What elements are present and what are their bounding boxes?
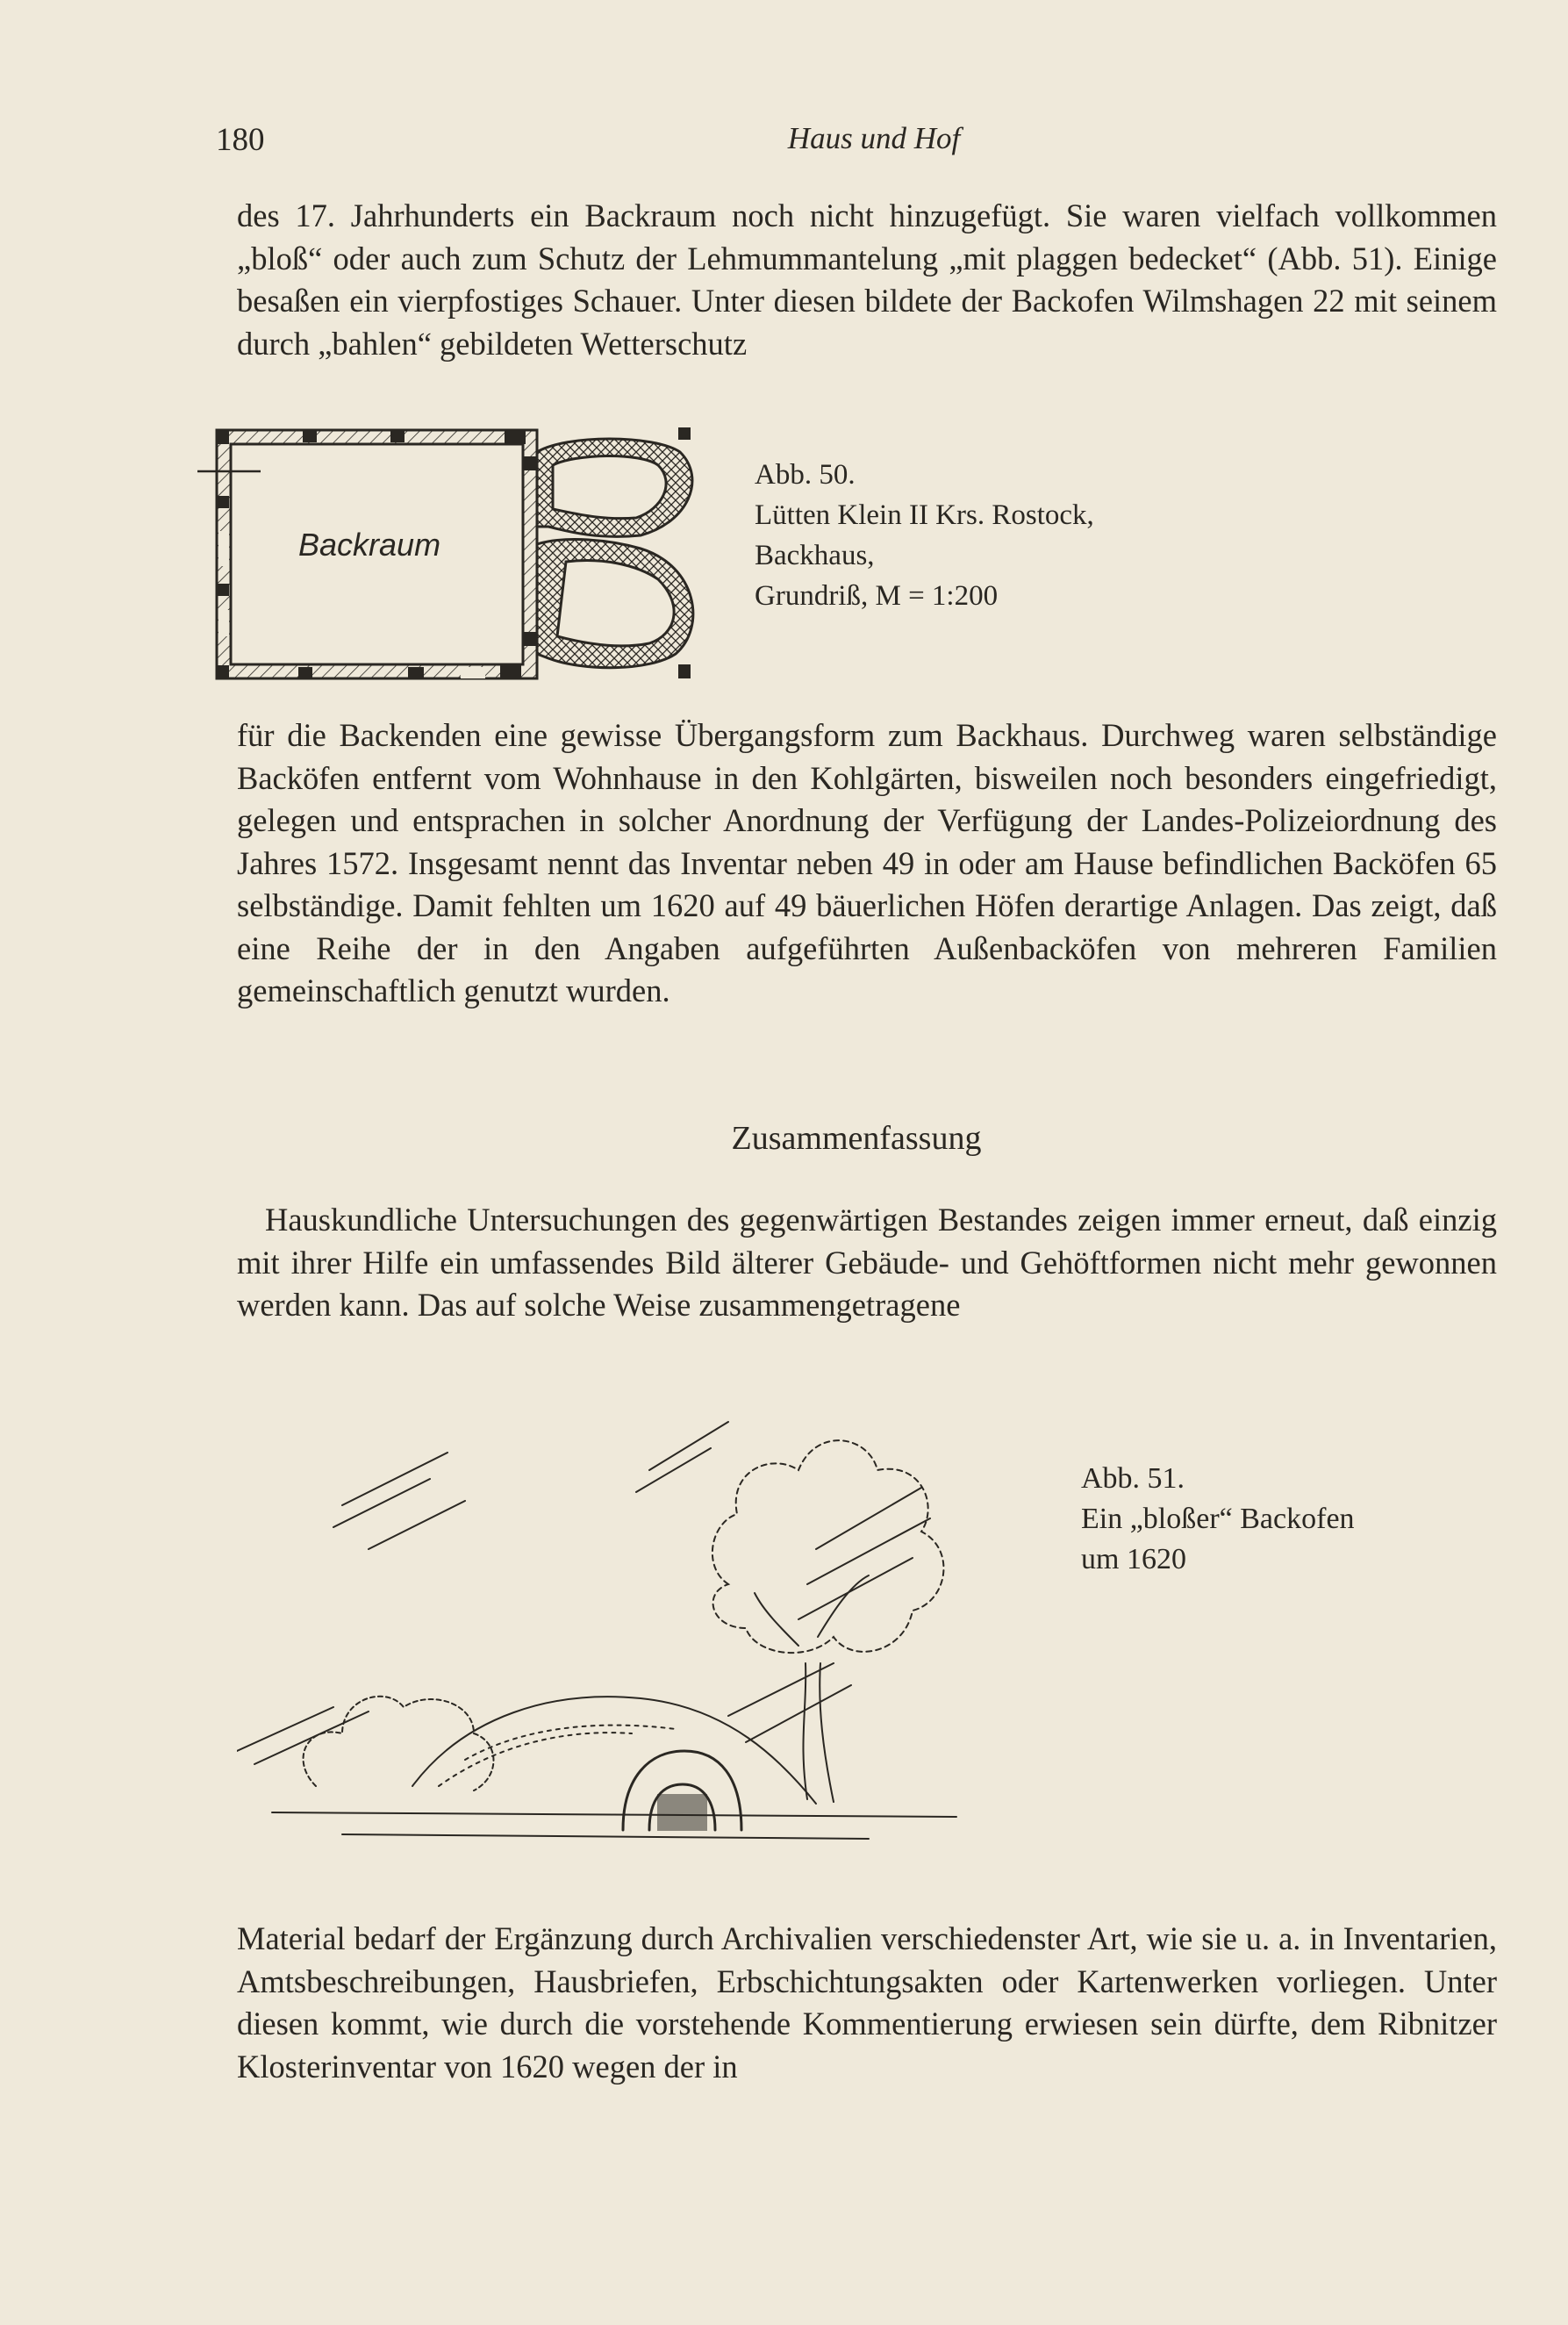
caption-51-line-3: um 1620 xyxy=(1081,1543,1186,1575)
paragraph-2: für die Backenden eine gewisse Übergangsform zum Backhaus. Durchweg waren selbständige Backöfen entfernt vom Wohnhause in den Kohlgärten, bisweilen noch besonders eingefriedigt, gelegen und entsprachen in solcher Anordnung der Verfügung der Landes-Polizeiordnung des Jahres 1572. Insgesamt nennt das Inventar neben 49 in oder am Hause befindlichen Backöfen 65 selbständige. Damit fehlten um 1620 auf 49 bäuerlichen Höfen derartige Anlagen. Das zeigt, daß eine Reihe der in den Angaben aufgeführten Außenbacköfen von mehreren Familien gemeinschaftlich genutzt wurden. xyxy=(237,717,1497,1008)
caption-50-line-1: Abb. 50. xyxy=(755,459,856,491)
caption-50-line-4: Grundriß, M = 1:200 xyxy=(755,580,999,612)
page-number: 180 xyxy=(216,122,265,158)
caption-51-line-1: Abb. 51. xyxy=(1081,1462,1185,1495)
paragraph-4: Material bedarf der Ergänzung durch Archivalien verschiedenster Art, wie sie u. a. in Inventarien, Amtsbeschreibungen, Hausbriefen, Erbschichtungsakten oder Kartenwerken vorliegen. Unter diesen kommt, wie durch die vorstehende Kommentierung erwiesen sein dürfte, dem Ribnitzer Klosterinventar von 1620 wegen der in xyxy=(237,1920,1497,2085)
page-header xyxy=(216,121,1497,165)
caption-51-line-2: Ein „bloßer“ Backofen xyxy=(1081,1503,1355,1535)
paragraph-3: Hauskundliche Untersuchungen des gegenwärtigen Bestandes zeigen immer erneut, daß einzig mit ihrer Hilfe ein umfassendes Bild älterer Gebäude- und Gehöftformen nicht mehr gewonnen werden kann. Das auf solche Weise zusammengetragene xyxy=(237,1202,1497,1323)
caption-50-line-2: Lütten Klein II Krs. Rostock, xyxy=(755,499,1094,531)
paragraph-1: des 17. Jahrhunderts ein Backraum noch nicht hinzugefügt. Sie waren vielfach vollkommen „bloß“ oder auch zum Schutz der Lehmummantelung „mit plaggen bedecket“ (Abb. 51). Einige besaßen ein vierpfostiges Schauer. Unter diesen bildete der Backofen Wilmshagen 22 mit seinem durch „bahlen“ gebildeten Wetterschutz xyxy=(237,197,1497,362)
running-title: Haus und Hof xyxy=(787,121,961,155)
figure-51-caption xyxy=(1081,1459,1355,1580)
section-heading: Zusammenfassung xyxy=(731,1120,982,1157)
figure-50-floor-plan xyxy=(197,417,706,689)
figure-50-caption xyxy=(755,455,1094,616)
figure-51-oven-sketch xyxy=(237,1374,1027,1865)
plan-label-backraum: Backraum xyxy=(298,527,441,563)
caption-50-line-3: Backhaus, xyxy=(755,540,875,571)
